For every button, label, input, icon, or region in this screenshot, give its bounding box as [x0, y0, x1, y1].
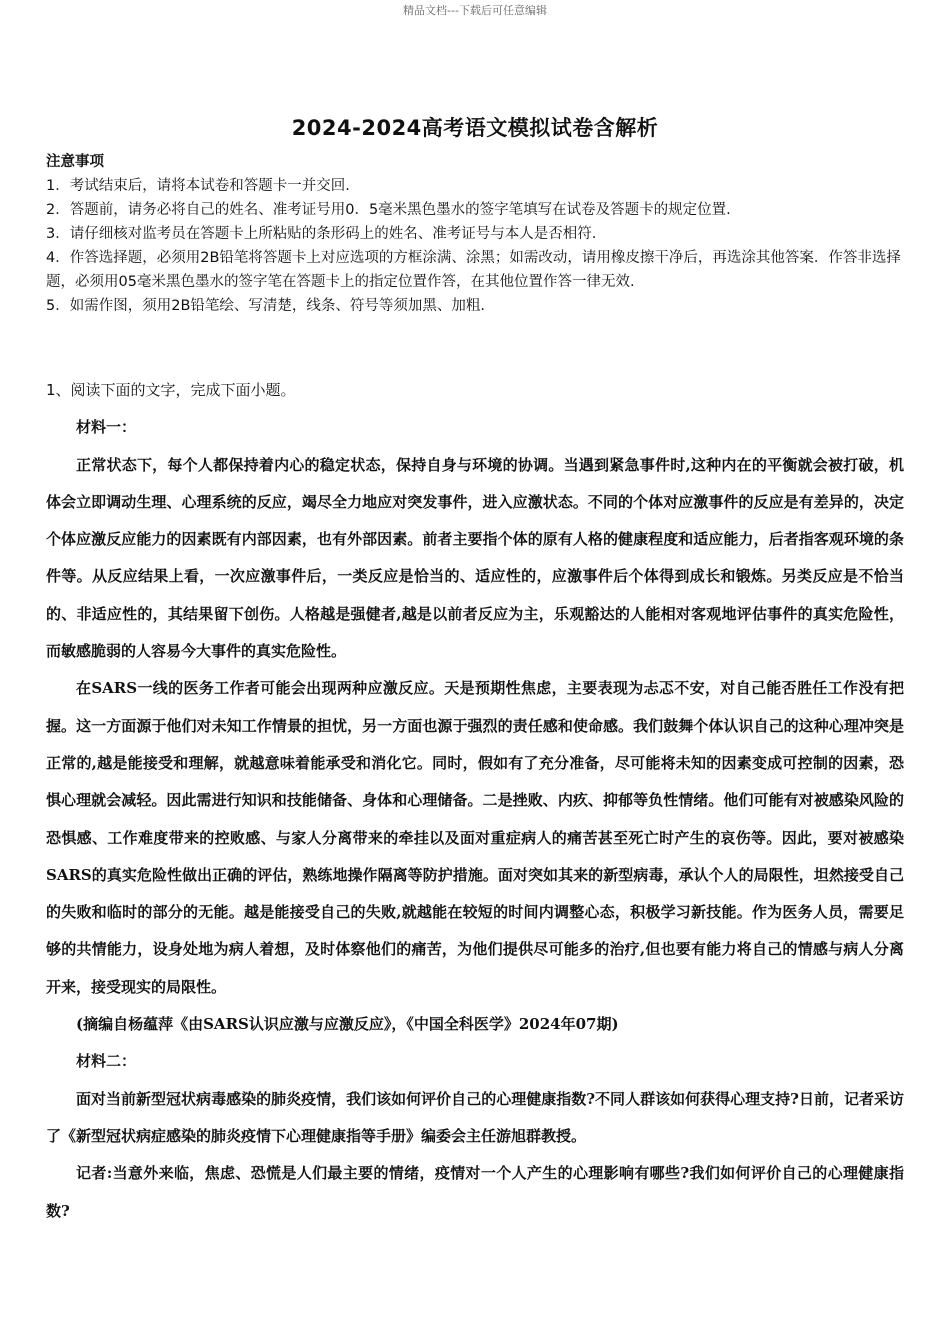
notice-section: [46, 150, 906, 318]
document-title: 2024-2024高考语文模拟试卷含解析: [291, 116, 659, 140]
material1-paragraph: 在SARS一线的医务工作者可能会出现两种应激反应。天是预期性焦虑，主要表现为忐忑不安，对自己能否胜任工作没有把握。这一方面源于他们对未知工作情景的担忧，另一方面也源于强烈的责任感和使命感。我们鼓舞个体认识自己的这种心理冲突是正常的,越是能接受和理解，就越意味着能承受和消化它。同时，假如有了充分准备，尽可能将未知的因素变成可控制的因素，恐惧心理就会减轻。因此需进行知识和技能储备、身体和心理储备。二是挫败、内疚、抑郁等负性情绪。他们可能有对被感染风险的恐惧感、工作难度带来的控败感、与家人分离带来的牵挂以及面对重症病人的痛苦甚至死亡时产生的哀伤等。因此，要对被感染SARS的真实危险性做出正确的评估，熟练地操作隔离等防护措施。面对突如其来的新型病毒，承认个人的局限性，坦然接受自己的失败和临时的部分的无能。越是能接受自己的失败,就越能在较短的时间内调整心态，积极学习新技能。作为医务人员，需要足够的共情能力，设身处地为病人着想，及时体察他们的痛苦，为他们提供尽可能多的治疗,但也要有能力将自己的情感与病人分离开来，接受现实的局限性。: [46, 679, 904, 996]
notice-item: 4．作答选择题，必须用2B铅笔将答题卡上对应选项的方框涂满、涂黑；如需改动，请用橡皮擦干净后，再选涂其他答案．作答非选择题，必须用05毫米黑色墨水的签字笔在答题卡上的指定位置作答，在其他位置作答一律无效.: [46, 250, 901, 290]
material2-label: 材料二：: [76, 1052, 137, 1071]
page-header: 精品文档---下载后可任意编辑: [403, 4, 547, 17]
material1-source: (摘编自杨蕴萍《由SARS认识应激与应激反应》，《中国全科医学》2024年07期): [76, 1015, 619, 1034]
material1-label: 材料一：: [76, 418, 137, 437]
question-prompt: 1、阅读下面的文字，完成下面小题。: [46, 381, 296, 399]
notice-heading: 注意事项: [46, 154, 104, 170]
material2-paragraph: 面对当前新型冠状病毒感染的肺炎疫情，我们该如何评价自己的心理健康指数?不同人群该如何获得心理支持?日前，记者采访了《新型冠状病症感染的肺炎疫情下心理健康指等手册》编委会主任游旭群教授。: [46, 1089, 904, 1145]
notice-item: 2．答题前，请务必将自己的姓名、准考证号用0．5毫米黑色墨水的签字笔填写在试卷及答题卡的规定位置.: [46, 202, 731, 218]
material2-paragraph: 记者:当意外来临，焦虑、恐慌是人们最主要的情绪，疫情对一个人产生的心理影响有哪些?我们如何评价自己的心理健康指数?: [46, 1164, 904, 1220]
notice-item: 5．如需作图，须用2B铅笔绘、写清楚，线条、符号等须加黑、加粗.: [46, 298, 486, 314]
question-section: [46, 372, 904, 1230]
notice-item: 3．请仔细核对监考员在答题卡上所粘贴的条形码上的姓名、准考证号与本人是否相符.: [46, 226, 597, 242]
material1-paragraph: 正常状态下，每个人都保持着内心的稳定状态，保持自身与环境的协调。当遇到紧急事件时,这种内在的平衡就会被打破，机体会立即调动生理、心理系统的反应，竭尽全力地应对突发事件，进入应激状态。不同的个体对应激事件的反应是有差异的，决定个体应激反应能力的因素既有内部因素，也有外部因素。前者主要指个体的原有人格的健康程度和适应能力，后者指客观环境的条件等。从反应结果上看，一次应激事件后，一类反应是恰当的、适应性的，应激事件后个体得到成长和锻炼。另类反应是不恰当的、非适应性的，其结果留下创伤。人格越是强健者,越是以前者反应为主，乐观豁达的人能相对客观地评估事件的真实危险性，而敏感脆弱的人容易今大事件的真实危险性。: [46, 455, 904, 661]
notice-item: 1．考试结束后，请将本试卷和答题卡一并交回.: [46, 178, 350, 194]
